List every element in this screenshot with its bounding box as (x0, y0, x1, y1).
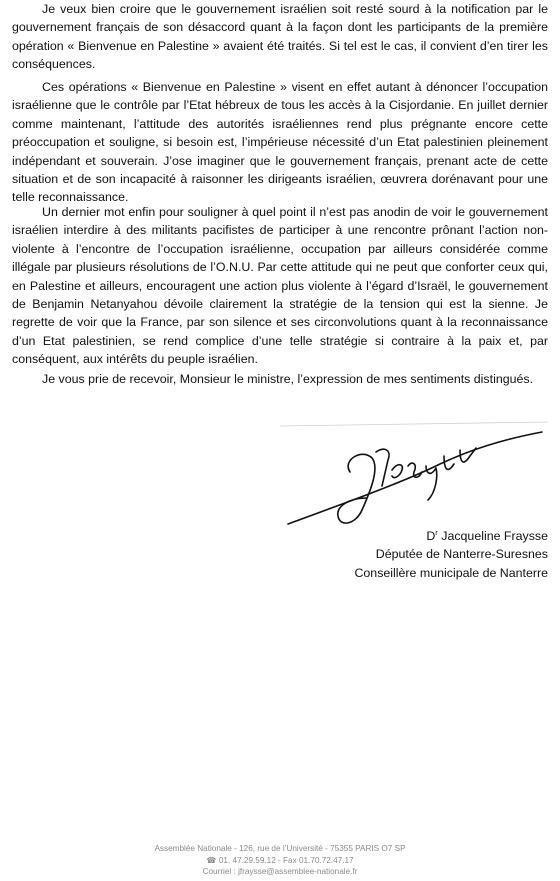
footer-phone: ☎ 01. 47.29.59.12 - Fax 01.70.72.47.17 (206, 855, 354, 865)
handwritten-signature (280, 420, 548, 535)
paragraph-text: Ces opérations « Bienvenue en Palestine » visent en effet autant à dénoncer l’occupation israélienne que le contrôle par l’Etat hébreux de tous les accès à la Cisjordanie. En juillet dernier comme maintenant, l’attitude des autorités israéliennes rend plus prégnante encore cette préoccupation et souligne, si besoin est, l’impérieuse nécessité d’un Etat palestinien pleinement indépendant et souverain. J’ose imaginer que le gouvernement français, prenant acte de cette situation et de son incapacité à raisonner les dirigeants israélien, œuvrera dorénavant pour une telle reconnaissance. (12, 80, 548, 205)
letter-paragraph (12, 78, 548, 207)
signature-image (280, 420, 548, 535)
paragraph-text: Un dernier mot enfin pour souligner à quel point il n’est pas anodin de voir le gouvernement israélien interdire à des militants pacifistes de participer à une rencontre prônant l’action non-violente à l’encontre de l’occupation israélienne, occupation par ailleurs considérée comme illégale par plusieurs résolutions de l’O.N.U. Par cette attitude qui ne peut que conforter ceux qui, en Palestine et ailleurs, encouragent une action plus violente à l’égard d’Israël, le gouvernement de Benjamin Netanyahou dévoile clairement la stratégie de la tension qui est la sienne. Je regrette de voir que la France, par son silence et ses circonvolutions quant à la reconnaissance d’un Etat palestinien, se rend complice d’une telle stratégie si contraire à la paix et, par conséquent, aux intérêts du peuple israélien. (12, 205, 548, 367)
paragraph-text: Je vous prie de recevoir, Monsieur le ministre, l’expression de mes sentiments distingués. (42, 372, 534, 386)
signatory-role: Députée de Nanterre-Suresnes (375, 547, 548, 562)
signatory-role-secondary: Conseillère municipale de Nanterre (354, 565, 548, 580)
signatory-name: $D^r$ Jacqueline Fraysse (426, 528, 548, 543)
signature-block (308, 524, 548, 582)
paragraph-text: Je veux bien croire que le gouvernement israélien soit resté sourd à la notification par le gouvernement français de son désaccord quant à la façon dont les participants de la première opération « Bienvenue en Palestine » avaient été traités. Si tel est le cas, il convient d’en tirer les conséquences. (12, 2, 548, 72)
letter-paragraph (12, 0, 548, 74)
letter-paragraph (12, 370, 548, 388)
letterhead-footer (0, 843, 560, 878)
footer-email: Courriel : jfraysse@assemblee-nationale.fr (202, 867, 358, 876)
letter-paragraph (12, 203, 548, 369)
footer-address: Assemblée Nationale - 126, rue de l’Université - 75355 PARIS O7 SP (154, 844, 406, 853)
